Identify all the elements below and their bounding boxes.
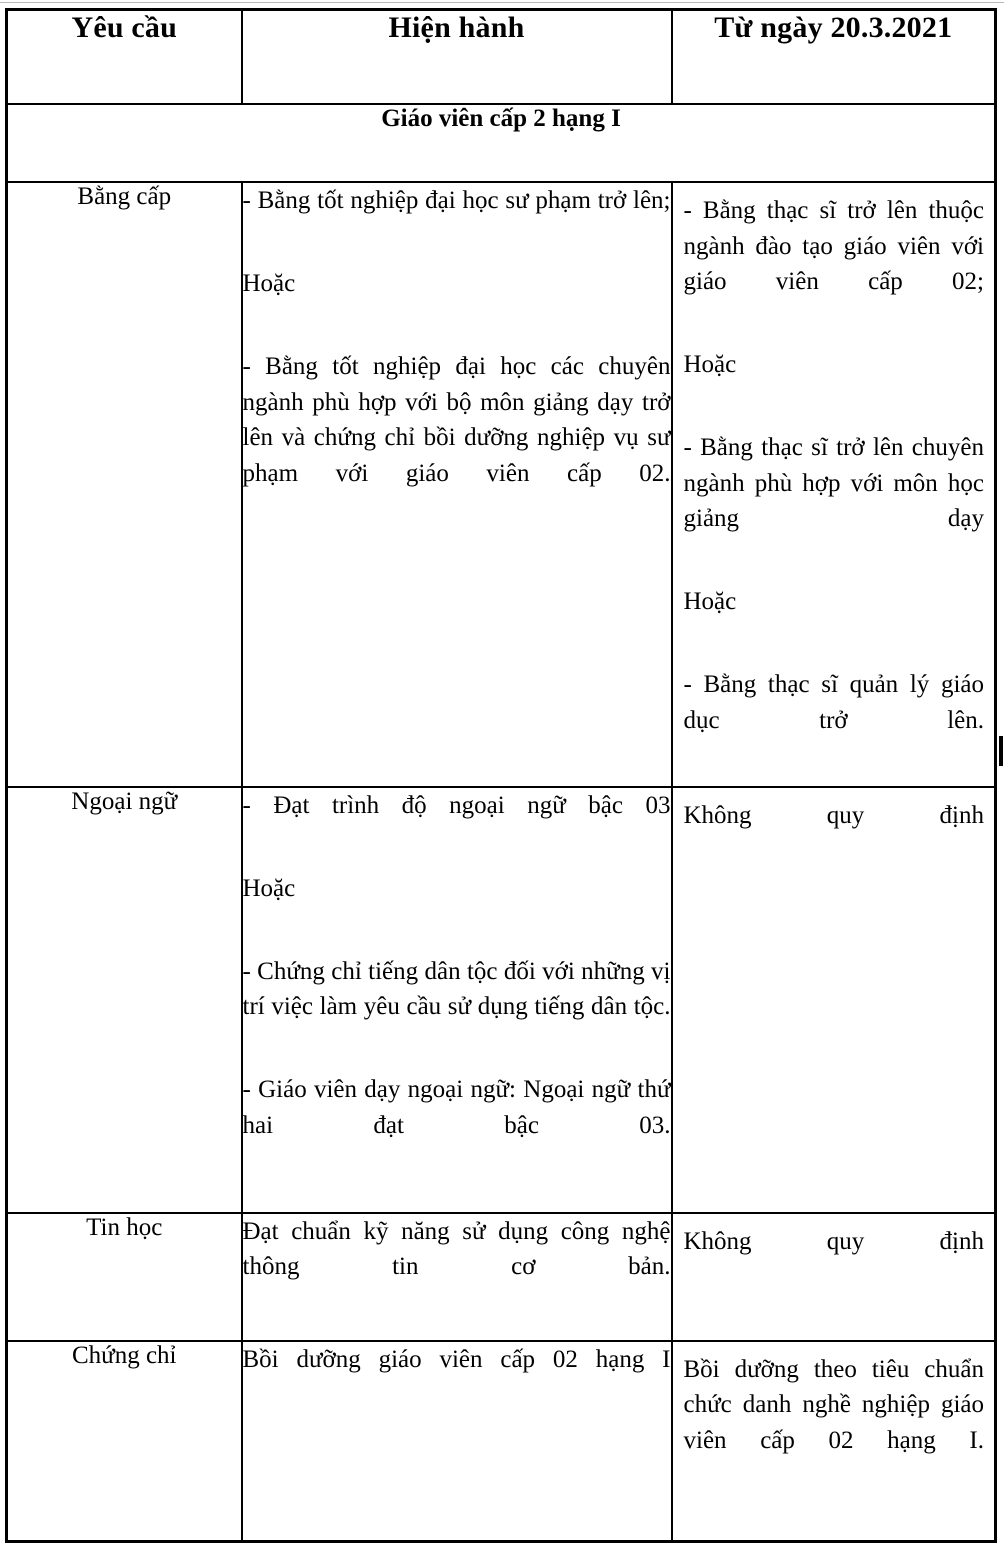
paragraph: Bồi dưỡng theo tiêu chuẩn chức danh nghề nghiệp giáo viên cấp 02 hạng I. (683, 1355, 984, 1454)
cell-bang-cap-new (672, 182, 996, 787)
paragraph: - Bằng thạc sĩ trở lên thuộc ngành đào tạo giáo viên với giáo viên cấp 02; (683, 197, 984, 295)
paragraph: - Bằng thạc sĩ quản lý giáo dục trở lên. (683, 671, 984, 734)
paragraph: - Chứng chỉ tiếng dân tộc đối với những vị trí việc làm yêu cầu sử dụng tiếng dân tộc. (242, 957, 671, 1020)
row-label-bang-cap: Bằng cấp (7, 182, 242, 787)
row-label-chung-chi: Chứng chỉ (7, 1341, 242, 1542)
paragraph: Hoặc (683, 588, 737, 615)
table-header-row (7, 10, 996, 105)
cell-ngoai-ngu-current (242, 787, 672, 1213)
paragraph: Hoặc (242, 270, 296, 297)
cell-chung-chi-new (672, 1341, 996, 1542)
table-row (7, 1213, 996, 1341)
row-label-tin-hoc: Tin học (7, 1213, 242, 1341)
teacher-standards-comparison-table (5, 8, 997, 1543)
paragraph: - Giáo viên dạy ngoại ngữ: Ngoại ngữ thứ hai đạt bậc 03. (242, 1076, 671, 1139)
cell-tin-hoc-current (242, 1213, 672, 1341)
paragraph: Không quy định (683, 1227, 984, 1255)
comparison-table-container (5, 8, 994, 1543)
paragraph: Không quy định (683, 801, 984, 829)
cell-tin-hoc-new (672, 1213, 996, 1341)
table-row (7, 182, 996, 787)
paragraph: - Bằng thạc sĩ trở lên chuyên ngành phù hợp với môn học giảng dạy (683, 434, 984, 532)
paragraph: Đạt chuẩn kỹ năng sử dụng công nghệ thông tin cơ bản. (242, 1217, 671, 1280)
paragraph: Hoặc (242, 874, 296, 902)
table-row (7, 1341, 996, 1542)
page-edge-marker (999, 736, 1003, 766)
page-top-rule (0, 2, 1004, 3)
cell-chung-chi-current (242, 1341, 672, 1542)
group-title-row (7, 104, 996, 182)
paragraph: - Đạt trình độ ngoại ngữ bậc 03 (242, 791, 671, 819)
paragraph: Bồi dưỡng giáo viên cấp 02 hạng I (242, 1345, 671, 1373)
table-row (7, 787, 996, 1213)
cell-bang-cap-current (242, 182, 672, 787)
paragraph: - Bằng tốt nghiệp đại học sư phạm trở lên; (242, 187, 671, 214)
column-header-new-date: Từ ngày 20.3.2021 (672, 10, 996, 105)
paragraph: Hoặc (683, 351, 737, 378)
cell-ngoai-ngu-new (672, 787, 996, 1213)
column-header-current: Hiện hành (242, 10, 672, 105)
column-header-requirement: Yêu cầu (7, 10, 242, 105)
group-title: Giáo viên cấp 2 hạng I (7, 104, 996, 182)
paragraph: - Bằng tốt nghiệp đại học các chuyên ngành phù hợp với bộ môn giảng dạy trở lên và chứng chỉ bồi dưỡng nghiệp vụ sư phạm với giáo viên cấp 02. (242, 353, 671, 487)
row-label-ngoai-ngu: Ngoại ngữ (7, 787, 242, 1213)
